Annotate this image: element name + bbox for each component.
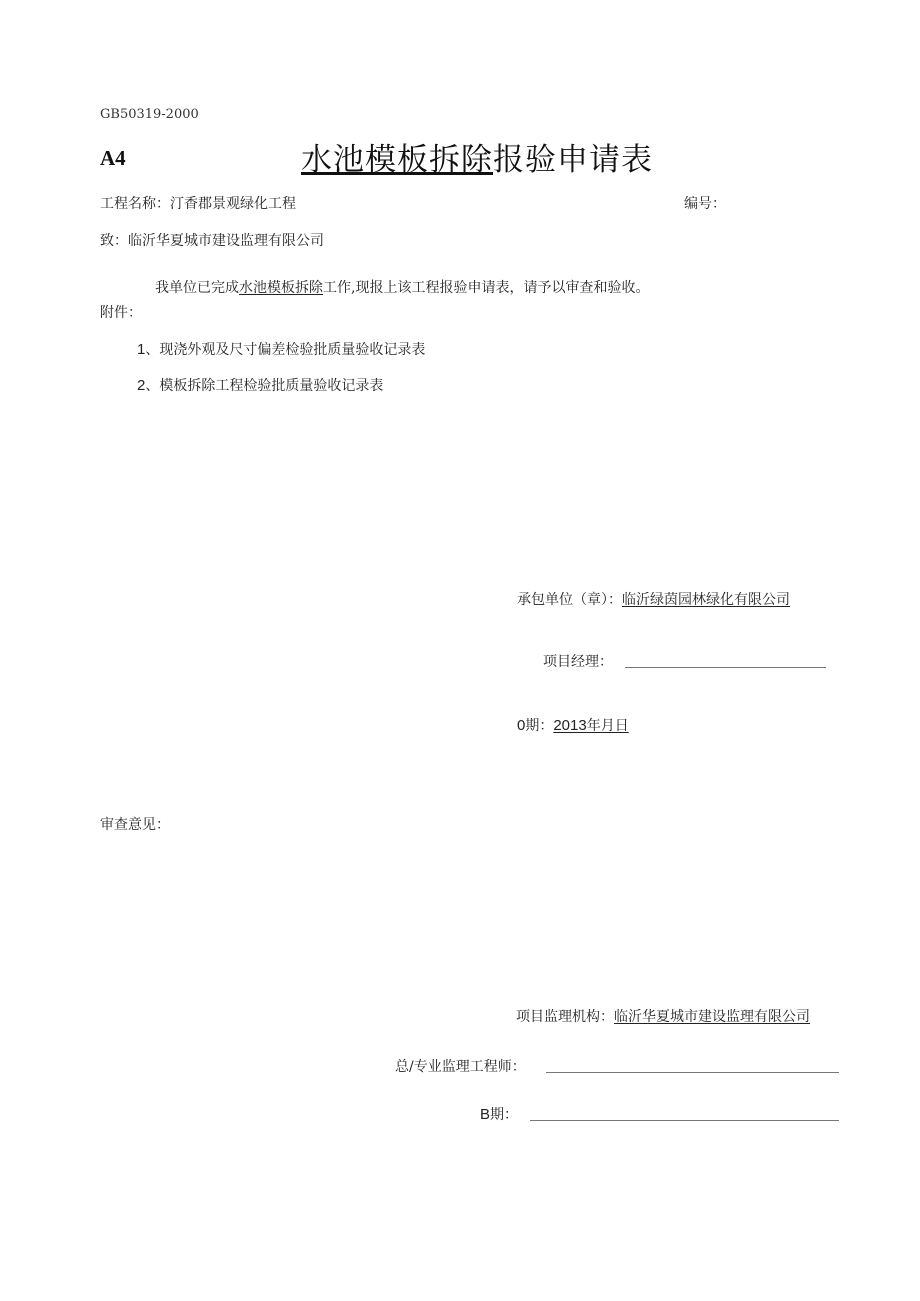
- title-underlined: 水池模板拆除: [301, 142, 493, 178]
- supervisor-date-line: [530, 1120, 839, 1121]
- supervisor-org-row: [516, 1006, 810, 1026]
- supervisor-org-label: 项目监理机构：: [516, 1009, 614, 1025]
- project-name-label: 工程名称：: [100, 196, 170, 212]
- attachment-text: 、现浇外观及尺寸偏差检验批质量验收记录表: [145, 342, 426, 358]
- attachment-num: 1: [137, 341, 146, 358]
- supervisor-org-name: 临沂华夏城市建设监理有限公司: [614, 1009, 810, 1025]
- standard-code: GB50319-2000: [100, 107, 199, 122]
- engineer-signature-line: [546, 1072, 839, 1073]
- supervisor-date-row: [480, 1104, 518, 1124]
- project-name-value: 汀香郡景观绿化工程: [170, 196, 296, 212]
- date-prefix: 0: [517, 717, 526, 734]
- date-prefix: B: [480, 1106, 491, 1123]
- project-manager-label: 项目经理：: [543, 654, 613, 670]
- date-rest: 年月日: [586, 718, 629, 734]
- body-task: 水池模板拆除: [239, 280, 323, 296]
- project-manager-signature-line: [625, 667, 826, 668]
- contractor-name: 临沂绿茵园林绿化有限公司: [622, 592, 790, 608]
- body-pre: 我单位已完成: [155, 280, 239, 296]
- contractor-label: 承包单位（章）：: [517, 592, 622, 608]
- body-post: 工作,现报上该工程报验申请表，请予以审查和验收。: [323, 280, 650, 296]
- page-title: [301, 134, 653, 179]
- attachments-label: 附件：: [100, 305, 142, 321]
- body-text: [155, 277, 649, 297]
- contractor-row: [517, 589, 790, 609]
- attachment-item-2: [137, 375, 383, 395]
- attachment-text: 、模板拆除工程检验批质量验收记录表: [145, 378, 384, 394]
- review-opinion-label: 审查意见：: [100, 817, 170, 833]
- date-label: 期：: [525, 718, 554, 734]
- addressee-label: 致：: [100, 233, 128, 249]
- attachment-item-1: [137, 339, 425, 359]
- addressee-row: [100, 230, 324, 250]
- title-rest: 报验申请表: [493, 142, 653, 178]
- number-label: 编号：: [684, 196, 726, 212]
- date-label: 期：: [490, 1107, 519, 1123]
- project-name-row: [100, 193, 296, 213]
- form-code: A4: [100, 146, 126, 170]
- addressee-name: 临沂华夏城市建设监理有限公司: [128, 233, 324, 249]
- date-value: [553, 718, 628, 734]
- attachment-num: 2: [137, 377, 146, 394]
- date-year: 2013: [553, 717, 587, 734]
- engineer-label: 总/专业监理工程师：: [395, 1059, 526, 1075]
- contractor-date-row: [517, 715, 629, 735]
